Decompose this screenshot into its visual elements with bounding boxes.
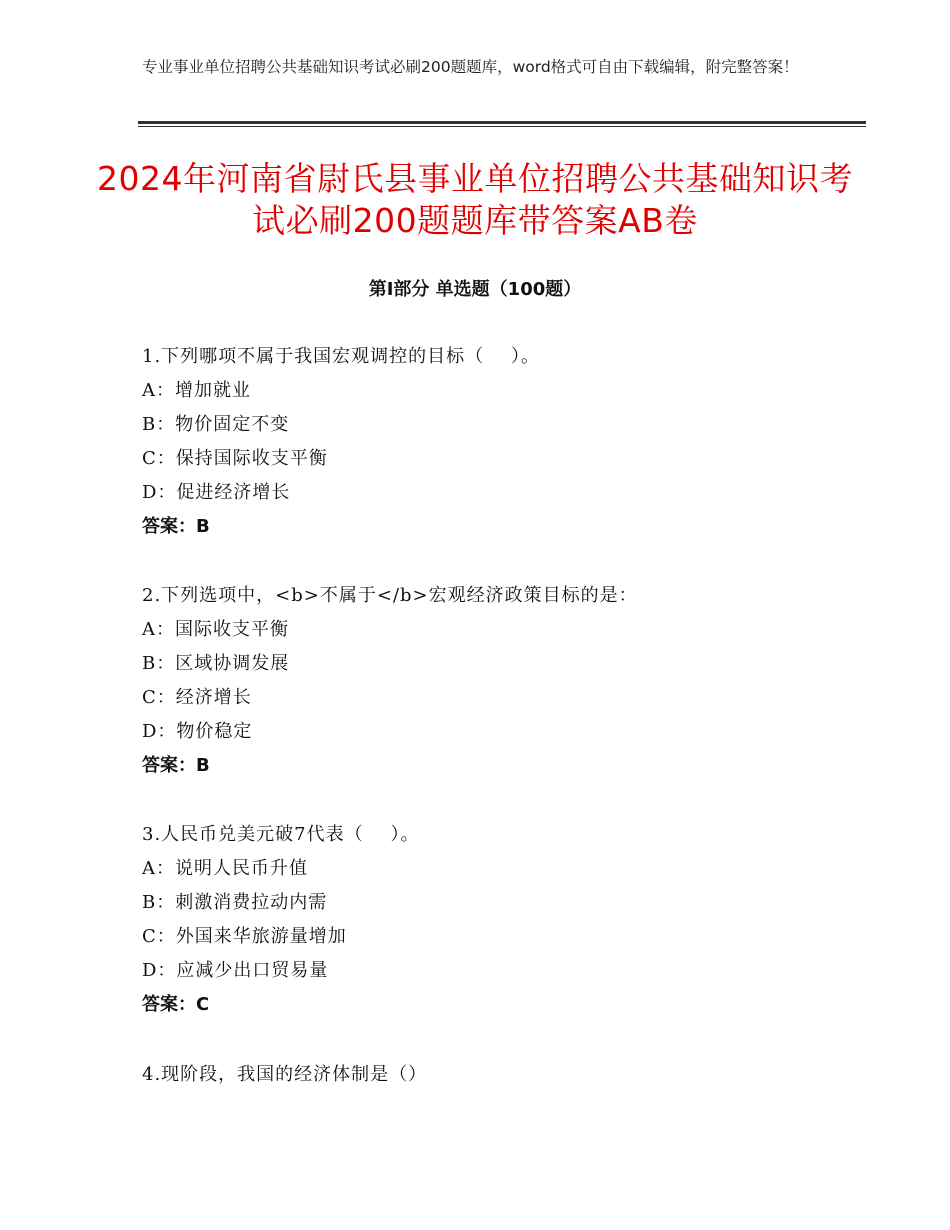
question-4 xyxy=(142,1058,862,1092)
section-title: 第Ⅰ部分 单选题（100题） xyxy=(368,279,582,300)
option-d: D：应减少出口贸易量 xyxy=(142,960,329,981)
option-b: B：物价固定不变 xyxy=(142,414,290,435)
question-stem: 4.现阶段，我国的经济体制是（） xyxy=(142,1064,428,1085)
option-d: D：物价稳定 xyxy=(142,721,253,742)
answer: 答案：B xyxy=(142,516,210,537)
question-stem: 2.下列选项中，<b>不属于</b>宏观经济政策目标的是： xyxy=(142,585,638,606)
header-rule-thin xyxy=(138,126,866,127)
question-1 xyxy=(142,340,862,544)
answer: 答案：B xyxy=(142,755,210,776)
question-2 xyxy=(142,579,862,783)
option-d: D：促进经济增长 xyxy=(142,482,291,503)
question-3 xyxy=(142,818,862,1022)
header-rule xyxy=(138,121,866,124)
option-c: C：外国来华旅游量增加 xyxy=(142,926,347,947)
question-stem: 3.人民币兑美元破7代表（ ）。 xyxy=(142,824,420,845)
question-stem: 1.下列哪项不属于我国宏观调控的目标（ ）。 xyxy=(142,346,541,367)
option-a: A：国际收支平衡 xyxy=(142,619,289,640)
option-a: A：增加就业 xyxy=(142,380,251,401)
option-b: B：区域协调发展 xyxy=(142,653,290,674)
document-title: 2024年河南省尉氏县事业单位招聘公共基础知识考试必刷200题题库带答案AB卷 xyxy=(97,159,853,240)
option-c: C：保持国际收支平衡 xyxy=(142,448,328,469)
answer: 答案：C xyxy=(142,994,210,1015)
header-note: 专业事业单位招聘公共基础知识考试必刷200题题库，word格式可自由下载编辑，附完整答案！ xyxy=(142,58,799,76)
option-a: A：说明人民币升值 xyxy=(142,858,308,879)
option-c: C：经济增长 xyxy=(142,687,252,708)
option-b: B：刺激消费拉动内需 xyxy=(142,892,328,913)
